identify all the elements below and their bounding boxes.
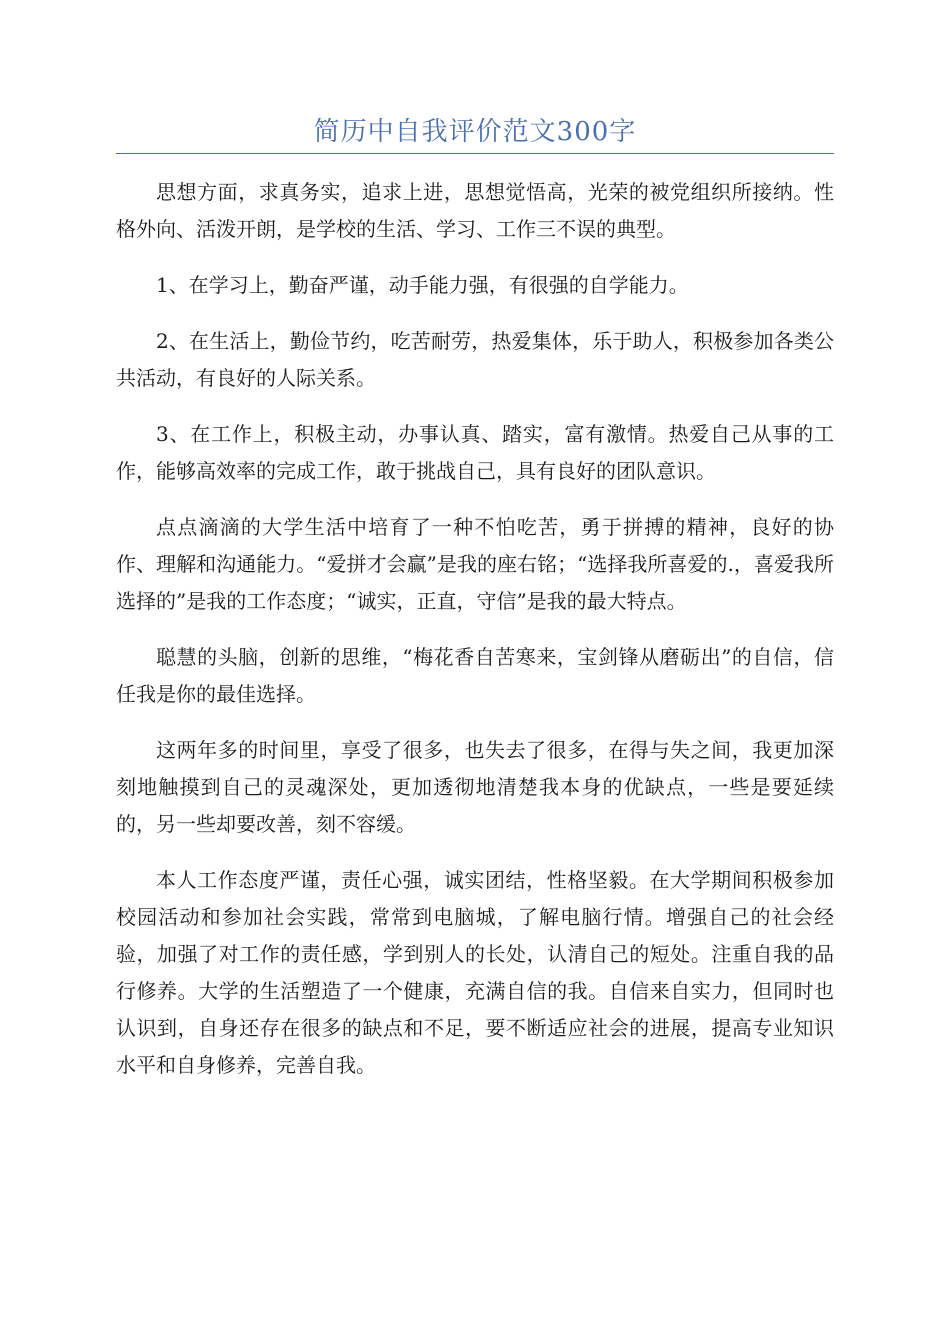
paragraph-work: 3、在工作上，积极主动，办事认真、踏实，富有激情。热爱自己从事的工作，能够高效率的完成工作，敢于挑战自己，具有良好的团队意识。 [116, 422, 834, 483]
paragraph-life: 2、在生活上，勤俭节约，吃苦耐劳，热爱集体，乐于助人，积极参加各类公共活动，有良好的人际关系。 [116, 329, 834, 390]
document-title: 简历中自我评价范文300字 [313, 117, 637, 147]
paragraph-study: 1、在学习上，勤奋严谨，动手能力强，有很强的自学能力。 [156, 273, 689, 297]
paragraph-confidence: 聪慧的头脑，创新的思维，“梅花香自苦寒来，宝剑锋从磨砺出”的自信，信任我是你的最佳选择。 [116, 645, 834, 706]
title-underline [116, 153, 834, 154]
paragraph-college-life: 点点滴滴的大学生活中培育了一种不怕吃苦，勇于拼搏的精神，良好的协作、理解和沟通能力。“爱拼才会赢”是我的座右铭；“选择我所喜爱的.，喜爱我所选择的”是我的工作态度；“诚实，正直，守信”是我的最大特点。 [116, 515, 834, 613]
paragraph-summary: 本人工作态度严谨，责任心强，诚实团结，性格坚毅。在大学期间积极参加校园活动和参加社会实践，常常到电脑城，了解电脑行情。增强自己的社会经验，加强了对工作的责任感，学到别人的长处，认清自己的短处。注重自我的品行修养。大学的生活塑造了一个健康，充满自信的我。自信来自实力，但同时也认识到，自身还存在很多的缺点和不足，要不断适应社会的进展，提高专业知识水平和自身修养，完善自我。 [116, 868, 834, 1077]
paragraph-ideology: 思想方面，求真务实，追求上进，思想觉悟高，光荣的被党组织所接纳。性格外向、活泼开朗，是学校的生活、学习、工作三不误的典型。 [116, 180, 834, 241]
paragraph-reflection: 这两年多的时间里，享受了很多，也失去了很多，在得与失之间，我更加深刻地触摸到自己的灵魂深处，更加透彻地清楚我本身的优缺点，一些是要延续的，另一些却要改善，刻不容缓。 [116, 738, 834, 836]
document-body [116, 174, 834, 1103]
